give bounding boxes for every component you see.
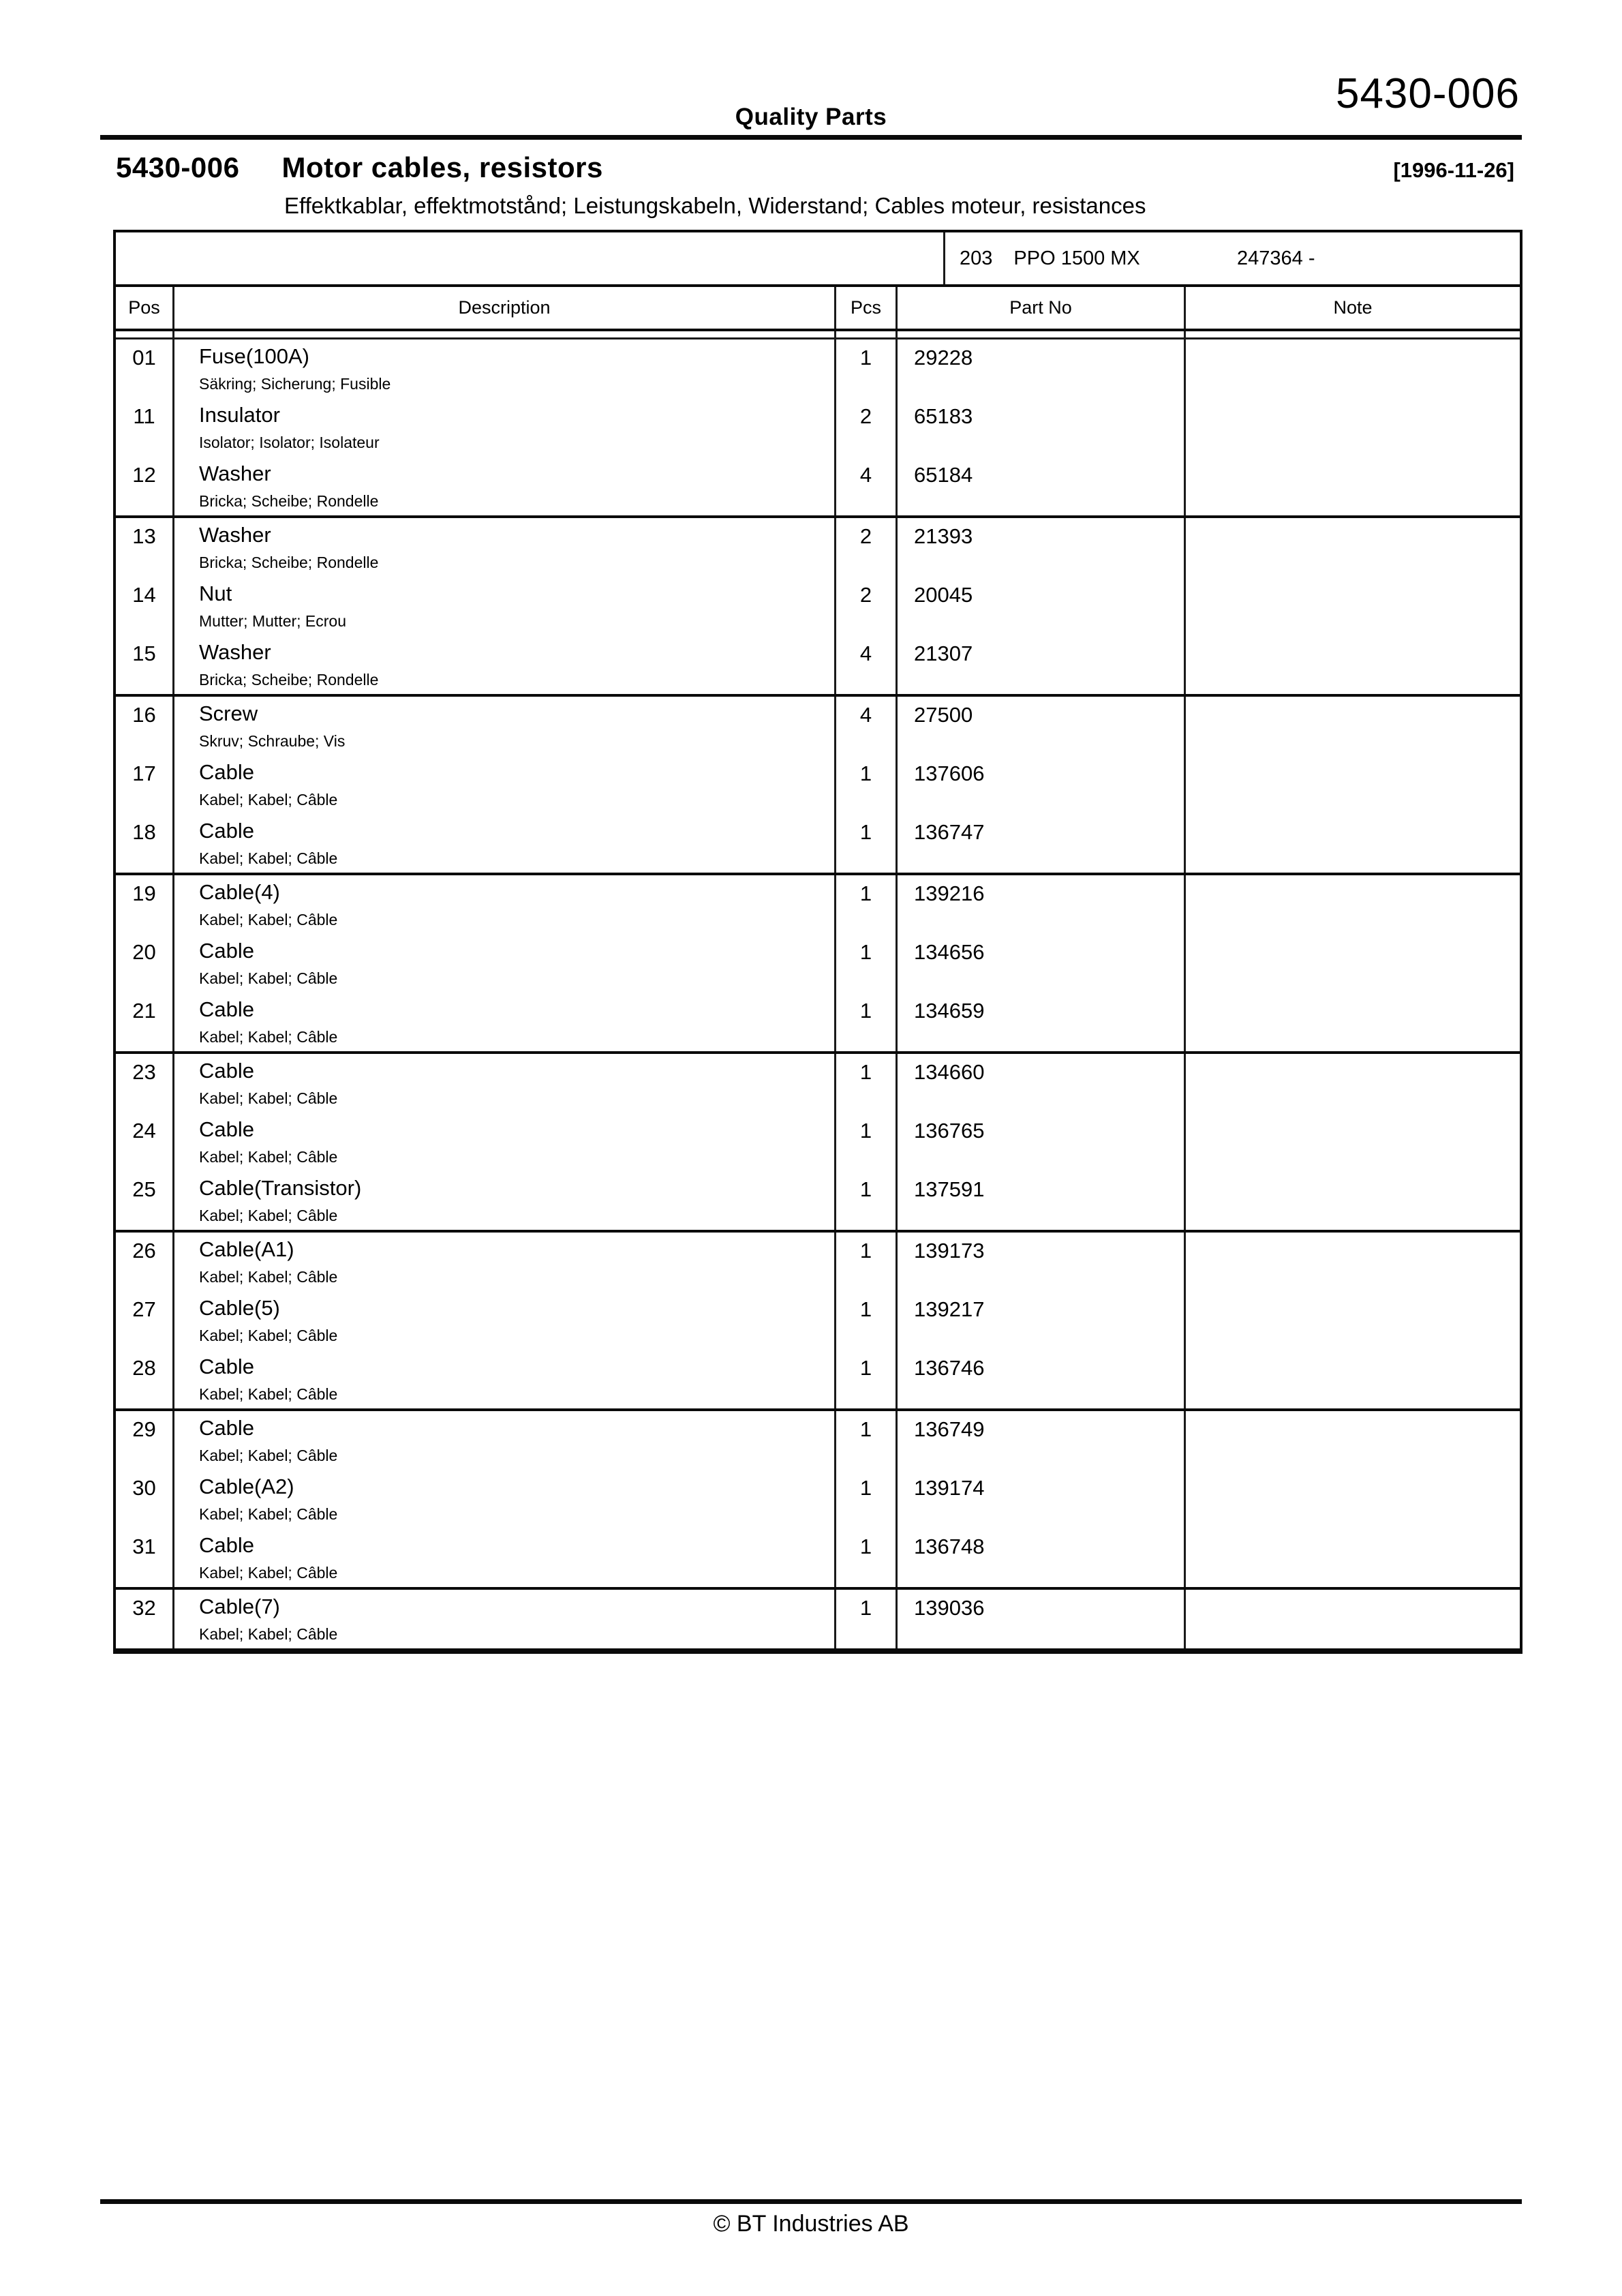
description-translations: Kabel; Kabel; Câble (199, 911, 338, 928)
part-no-cell: 137606 (898, 755, 1186, 814)
note-cell (1186, 1350, 1520, 1408)
description-main: Cable (199, 1533, 254, 1557)
pcs-cell: 4 (836, 635, 898, 694)
part-no-cell: 139173 (898, 1233, 1186, 1291)
pcs-cell: 1 (836, 1171, 898, 1230)
description-cell (174, 398, 836, 457)
description-translations: Kabel; Kabel; Câble (199, 1268, 338, 1286)
column-header-note: Note (1333, 297, 1373, 318)
description-translations: Kabel; Kabel; Câble (199, 1564, 338, 1582)
description-main: Cable (199, 1117, 254, 1141)
table-row-group (116, 518, 1520, 697)
serial-range: 247364 - (1237, 247, 1315, 269)
section-code: 5430-006 (116, 151, 240, 183)
description-cell (174, 1054, 836, 1113)
note-cell (1186, 1528, 1520, 1587)
model-code: 203 (960, 247, 993, 269)
description-cell (174, 993, 836, 1051)
table-row (116, 1411, 1520, 1470)
part-no-cell: 65184 (898, 457, 1186, 515)
table-row (116, 457, 1520, 515)
pos-cell: 18 (116, 814, 174, 873)
part-no-cell: 21393 (898, 518, 1186, 577)
part-no-cell: 136747 (898, 814, 1186, 873)
description-translations: Kabel; Kabel; Câble (199, 969, 338, 987)
table-row (116, 1171, 1520, 1230)
description-main: Cable (199, 1416, 254, 1440)
table-row (116, 339, 1520, 398)
description-main: Cable(Transistor) (199, 1176, 362, 1200)
description-main: Cable (199, 1059, 254, 1083)
note-cell (1186, 457, 1520, 515)
pcs-cell: 1 (836, 1350, 898, 1408)
pos-cell: 21 (116, 993, 174, 1051)
table-row (116, 993, 1520, 1051)
pcs-cell: 4 (836, 457, 898, 515)
page-title: Motor cables, resistors (281, 151, 603, 183)
description-main: Cable (199, 760, 254, 784)
description-cell (174, 1411, 836, 1470)
header-double-rule (116, 331, 1520, 339)
description-translations: Kabel; Kabel; Câble (199, 1148, 338, 1166)
part-no-cell: 65183 (898, 398, 1186, 457)
table-row (116, 875, 1520, 934)
table-row-group (116, 1411, 1520, 1590)
part-no-cell: 134656 (898, 934, 1186, 993)
header-divider (100, 135, 1522, 140)
column-header-pcs: Pcs (836, 287, 898, 329)
pos-cell: 16 (116, 697, 174, 755)
part-no-cell: 136748 (898, 1528, 1186, 1587)
description-translations: Kabel; Kabel; Câble (199, 1385, 338, 1403)
description-main: Fuse(100A) (199, 344, 309, 368)
pos-cell: 11 (116, 398, 174, 457)
pos-cell: 20 (116, 934, 174, 993)
description-translations: Säkring; Sicherung; Fusible (199, 375, 391, 393)
part-no-cell: 136749 (898, 1411, 1186, 1470)
pos-cell: 01 (116, 339, 174, 398)
column-header-description: Description (174, 287, 836, 329)
table-row (116, 1233, 1520, 1291)
part-no-cell: 139036 (898, 1590, 1186, 1648)
pos-cell: 27 (116, 1291, 174, 1350)
pos-cell: 17 (116, 755, 174, 814)
description-main: Cable(5) (199, 1296, 280, 1320)
description-cell (174, 814, 836, 873)
description-main: Cable(7) (199, 1595, 280, 1618)
table-row (116, 1350, 1520, 1408)
description-translations: Kabel; Kabel; Câble (199, 1207, 338, 1224)
pcs-cell: 1 (836, 1470, 898, 1528)
table-row (116, 1291, 1520, 1350)
table-row (116, 1470, 1520, 1528)
description-cell (174, 339, 836, 398)
description-cell (174, 934, 836, 993)
column-header-part-no: Part No (898, 287, 1186, 329)
table-row (116, 398, 1520, 457)
pcs-cell: 1 (836, 1054, 898, 1113)
description-main: Nut (199, 581, 232, 605)
description-translations: Kabel; Kabel; Câble (199, 791, 338, 809)
note-cell (1186, 814, 1520, 873)
description-translations: Kabel; Kabel; Câble (199, 1089, 338, 1107)
note-cell (1186, 1291, 1520, 1350)
part-no-cell: 136746 (898, 1350, 1186, 1408)
description-main: Insulator (199, 403, 280, 427)
pcs-cell: 4 (836, 697, 898, 755)
description-main: Cable (199, 939, 254, 963)
description-main: Cable(4) (199, 880, 280, 904)
table-row (116, 755, 1520, 814)
table-row-group (116, 339, 1520, 518)
description-cell (174, 875, 836, 934)
description-main: Cable (199, 997, 254, 1021)
description-translations: Kabel; Kabel; Câble (199, 1327, 338, 1344)
description-translations: Kabel; Kabel; Câble (199, 1028, 338, 1046)
description-translations: Kabel; Kabel; Câble (199, 849, 338, 867)
brand-title: Quality Parts (735, 104, 887, 130)
note-cell (1186, 635, 1520, 694)
pos-cell: 23 (116, 1054, 174, 1113)
description-translations: Kabel; Kabel; Câble (199, 1447, 338, 1464)
pcs-cell: 1 (836, 1233, 898, 1291)
pcs-cell: 1 (836, 814, 898, 873)
table-row (116, 1528, 1520, 1587)
pos-cell: 12 (116, 457, 174, 515)
part-no-cell: 21307 (898, 635, 1186, 694)
table-row-group (116, 1233, 1520, 1411)
note-cell (1186, 1054, 1520, 1113)
table-row (116, 518, 1520, 577)
pos-cell: 30 (116, 1470, 174, 1528)
pcs-cell: 1 (836, 1590, 898, 1648)
part-no-cell: 139174 (898, 1470, 1186, 1528)
note-cell (1186, 398, 1520, 457)
pcs-cell: 1 (836, 1291, 898, 1350)
model-info-cell (945, 232, 1520, 284)
pos-cell: 19 (116, 875, 174, 934)
description-cell (174, 1350, 836, 1408)
pcs-cell: 2 (836, 577, 898, 635)
table-body (116, 339, 1520, 1648)
pos-cell: 14 (116, 577, 174, 635)
description-cell (174, 518, 836, 577)
pcs-cell: 1 (836, 339, 898, 398)
description-translations: Skruv; Schraube; Vis (199, 732, 346, 750)
pos-cell: 28 (116, 1350, 174, 1408)
copyright-text: © BT Industries AB (713, 2211, 909, 2237)
pos-cell: 24 (116, 1113, 174, 1171)
description-main: Cable(A1) (199, 1237, 294, 1261)
table-row (116, 814, 1520, 873)
part-no-cell: 134659 (898, 993, 1186, 1051)
description-main: Washer (199, 462, 271, 485)
description-main: Washer (199, 523, 271, 547)
description-translations: Bricka; Scheibe; Rondelle (199, 554, 379, 571)
doc-number: 5430-006 (1335, 70, 1520, 117)
description-cell (174, 577, 836, 635)
table-row-group (116, 697, 1520, 875)
description-main: Cable (199, 1355, 254, 1378)
pos-cell: 25 (116, 1171, 174, 1230)
note-cell (1186, 875, 1520, 934)
table-row (116, 635, 1520, 694)
description-cell (174, 635, 836, 694)
note-cell (1186, 1470, 1520, 1528)
description-translations: Isolator; Isolator; Isolateur (199, 434, 380, 451)
note-cell (1186, 1590, 1520, 1648)
note-cell (1186, 339, 1520, 398)
part-no-cell: 27500 (898, 697, 1186, 755)
pos-cell: 26 (116, 1233, 174, 1291)
pcs-cell: 1 (836, 993, 898, 1051)
description-main: Cable(A2) (199, 1475, 294, 1498)
model-row-empty-cell (116, 232, 945, 284)
pcs-cell: 1 (836, 1411, 898, 1470)
description-translations: Kabel; Kabel; Câble (199, 1505, 338, 1523)
pos-cell: 13 (116, 518, 174, 577)
note-cell (1186, 577, 1520, 635)
table-row (116, 577, 1520, 635)
parts-table (113, 230, 1522, 1654)
note-cell (1186, 697, 1520, 755)
model-row (116, 232, 1520, 287)
model-name: PPO 1500 MX (1013, 247, 1140, 269)
pcs-cell: 2 (836, 398, 898, 457)
pos-cell: 29 (116, 1411, 174, 1470)
part-no-cell: 139216 (898, 875, 1186, 934)
note-cell (1186, 993, 1520, 1051)
title-row (116, 151, 1514, 184)
revision-date: [1996-11-26] (1393, 158, 1514, 182)
description-cell (174, 1528, 836, 1587)
description-cell (174, 1113, 836, 1171)
description-main: Cable (199, 819, 254, 843)
note-cell (1186, 755, 1520, 814)
description-cell (174, 1171, 836, 1230)
pcs-cell: 1 (836, 934, 898, 993)
part-no-cell: 134660 (898, 1054, 1186, 1113)
part-no-cell: 136765 (898, 1113, 1186, 1171)
page-subtitle: Effektkablar, effektmotstånd; Leistungskabeln, Widerstand; Cables moteur, resistances (284, 193, 1146, 218)
description-main: Washer (199, 640, 271, 664)
description-cell (174, 755, 836, 814)
description-main: Screw (199, 701, 258, 725)
description-cell (174, 697, 836, 755)
part-no-cell: 139217 (898, 1291, 1186, 1350)
pcs-cell: 1 (836, 1528, 898, 1587)
note-cell (1186, 518, 1520, 577)
table-header-row (116, 287, 1520, 331)
pos-cell: 32 (116, 1590, 174, 1648)
description-translations: Mutter; Mutter; Ecrou (199, 612, 347, 630)
pcs-cell: 1 (836, 875, 898, 934)
description-translations: Bricka; Scheibe; Rondelle (199, 671, 379, 689)
part-no-cell: 137591 (898, 1171, 1186, 1230)
description-cell (174, 1291, 836, 1350)
note-cell (1186, 1233, 1520, 1291)
pcs-cell: 2 (836, 518, 898, 577)
description-cell (174, 1233, 836, 1291)
note-cell (1186, 1113, 1520, 1171)
part-no-cell: 29228 (898, 339, 1186, 398)
table-row-group (116, 875, 1520, 1054)
pcs-cell: 1 (836, 1113, 898, 1171)
part-no-cell: 20045 (898, 577, 1186, 635)
pcs-cell: 1 (836, 755, 898, 814)
table-row (116, 1054, 1520, 1113)
description-cell (174, 457, 836, 515)
column-header-pos: Pos (116, 287, 174, 329)
note-cell (1186, 1171, 1520, 1230)
table-row (116, 934, 1520, 993)
description-cell (174, 1470, 836, 1528)
table-row (116, 1113, 1520, 1171)
description-cell (174, 1590, 836, 1648)
pos-cell: 31 (116, 1528, 174, 1587)
note-cell (1186, 934, 1520, 993)
table-row-group (116, 1590, 1520, 1648)
description-translations: Bricka; Scheibe; Rondelle (199, 492, 379, 510)
note-cell (1186, 1411, 1520, 1470)
table-row (116, 1590, 1520, 1648)
table-row (116, 697, 1520, 755)
footer-divider (100, 2199, 1522, 2204)
description-translations: Kabel; Kabel; Câble (199, 1625, 338, 1643)
pos-cell: 15 (116, 635, 174, 694)
table-row-group (116, 1054, 1520, 1233)
